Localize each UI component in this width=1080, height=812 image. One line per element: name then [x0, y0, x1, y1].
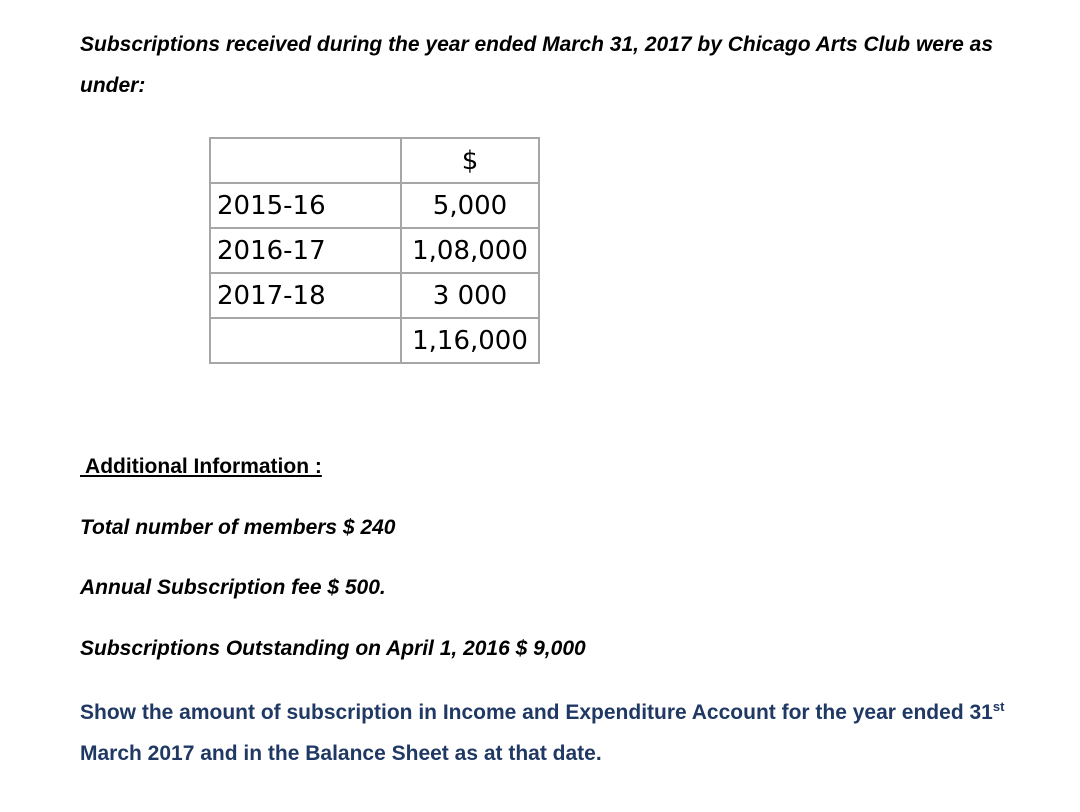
annual-fee-line: Annual Subscription fee $ 500. — [80, 576, 386, 599]
amount-cell: 1,08,000 — [401, 228, 539, 273]
table-total-row — [210, 318, 539, 363]
ordinal-superscript: st — [992, 699, 1005, 714]
year-cell: 2017-18 — [210, 273, 401, 318]
additional-information-heading: Additional Information : — [80, 455, 322, 478]
question-paragraph — [80, 692, 1040, 774]
table-row — [210, 273, 539, 318]
amount-cell: 3 000 — [401, 273, 539, 318]
total-members-line: Total number of members $ 240 — [80, 516, 396, 539]
table-row — [210, 183, 539, 228]
question-text-part1: Show the amount of subscription in Income and Expenditure Account for the year ended 31 — [80, 701, 993, 724]
outstanding-subscriptions-line: Subscriptions Outstanding on April 1, 2016 $ 9,000 — [80, 637, 586, 660]
question-text-part2: March 2017 and in the Balance Sheet as at that date. — [80, 742, 602, 765]
table-header-row — [210, 138, 539, 183]
subscriptions-table — [209, 137, 540, 364]
intro-paragraph: Subscriptions received during the year ended March 31, 2017 by Chicago Arts Club were as under: — [80, 33, 994, 97]
total-amount-cell: 1,16,000 — [401, 318, 539, 363]
total-label-cell — [210, 318, 401, 363]
header-year-cell — [210, 138, 401, 183]
year-cell: 2016-17 — [210, 228, 401, 273]
table-row — [210, 228, 539, 273]
amount-cell: 5,000 — [401, 183, 539, 228]
year-cell: 2015-16 — [210, 183, 401, 228]
header-currency-cell: $ — [401, 138, 539, 183]
